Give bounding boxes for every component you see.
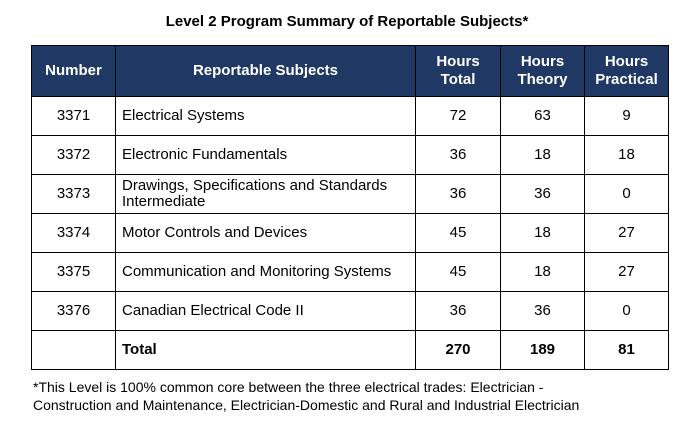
row-hours-practical: 9 [585, 97, 669, 136]
subjects-table [31, 45, 669, 370]
total-row-number [32, 331, 116, 370]
row-number: 3374 [32, 214, 116, 253]
row-hours-practical: 0 [585, 175, 669, 214]
row-number: 3373 [32, 175, 116, 214]
row-hours-total: 36 [416, 136, 501, 175]
row-hours-theory: 18 [501, 136, 585, 175]
header-hours-practical-line1: Hours [604, 53, 649, 70]
row-hours-total: 36 [416, 292, 501, 331]
row-hours-theory: 63 [501, 97, 585, 136]
total-hours-total: 270 [416, 331, 501, 370]
total-row-label: Total [116, 331, 416, 370]
table-row [32, 214, 669, 253]
row-subject: Canadian Electrical Code II [116, 292, 416, 331]
footnote-line1: *This Level is 100% common core between the three electrical trades: Electrician - [33, 379, 544, 395]
row-hours-total: 36 [416, 175, 501, 214]
header-hours-theory-line2: Theory [517, 71, 568, 88]
row-hours-theory: 36 [501, 175, 585, 214]
row-number: 3376 [32, 292, 116, 331]
table-row [32, 253, 669, 292]
row-hours-theory: 18 [501, 253, 585, 292]
row-subject: Motor Controls and Devices [116, 214, 416, 253]
header-hours-practical-line2: Practical [595, 71, 658, 88]
row-number: 3372 [32, 136, 116, 175]
table-row [32, 292, 669, 331]
row-subject: Drawings, Specifications and Standards Intermediate [116, 175, 416, 214]
header-hours-theory [501, 46, 585, 97]
table-row [32, 97, 669, 136]
row-number: 3375 [32, 253, 116, 292]
footnote [33, 378, 683, 414]
row-hours-practical: 27 [585, 253, 669, 292]
row-hours-practical: 18 [585, 136, 669, 175]
table-header-row [32, 46, 669, 97]
row-hours-total: 45 [416, 253, 501, 292]
header-hours-total [416, 46, 501, 97]
row-hours-total: 72 [416, 97, 501, 136]
row-subject: Electronic Fundamentals [116, 136, 416, 175]
row-hours-practical: 27 [585, 214, 669, 253]
table-total-row [32, 331, 669, 370]
row-subject: Communication and Monitoring Systems [116, 253, 416, 292]
row-subject: Electrical Systems [116, 97, 416, 136]
header-hours-theory-line1: Hours [520, 53, 565, 70]
header-number: Number [32, 46, 116, 97]
page-title: Level 2 Program Summary of Reportable Subjects* [165, 13, 529, 30]
row-hours-total: 45 [416, 214, 501, 253]
row-hours-practical: 0 [585, 292, 669, 331]
total-hours-practical: 81 [585, 331, 669, 370]
header-hours-total-line2: Total [440, 71, 476, 88]
total-hours-theory: 189 [501, 331, 585, 370]
table-row [32, 175, 669, 214]
header-hours-total-line1: Hours [436, 53, 480, 70]
row-hours-theory: 36 [501, 292, 585, 331]
header-subjects: Reportable Subjects [116, 46, 416, 97]
row-number: 3371 [32, 97, 116, 136]
footnote-line2: Construction and Maintenance, Electrician-Domestic and Rural and Industrial Electrician [33, 397, 580, 413]
row-hours-theory: 18 [501, 214, 585, 253]
header-hours-practical [585, 46, 669, 97]
table-row [32, 136, 669, 175]
